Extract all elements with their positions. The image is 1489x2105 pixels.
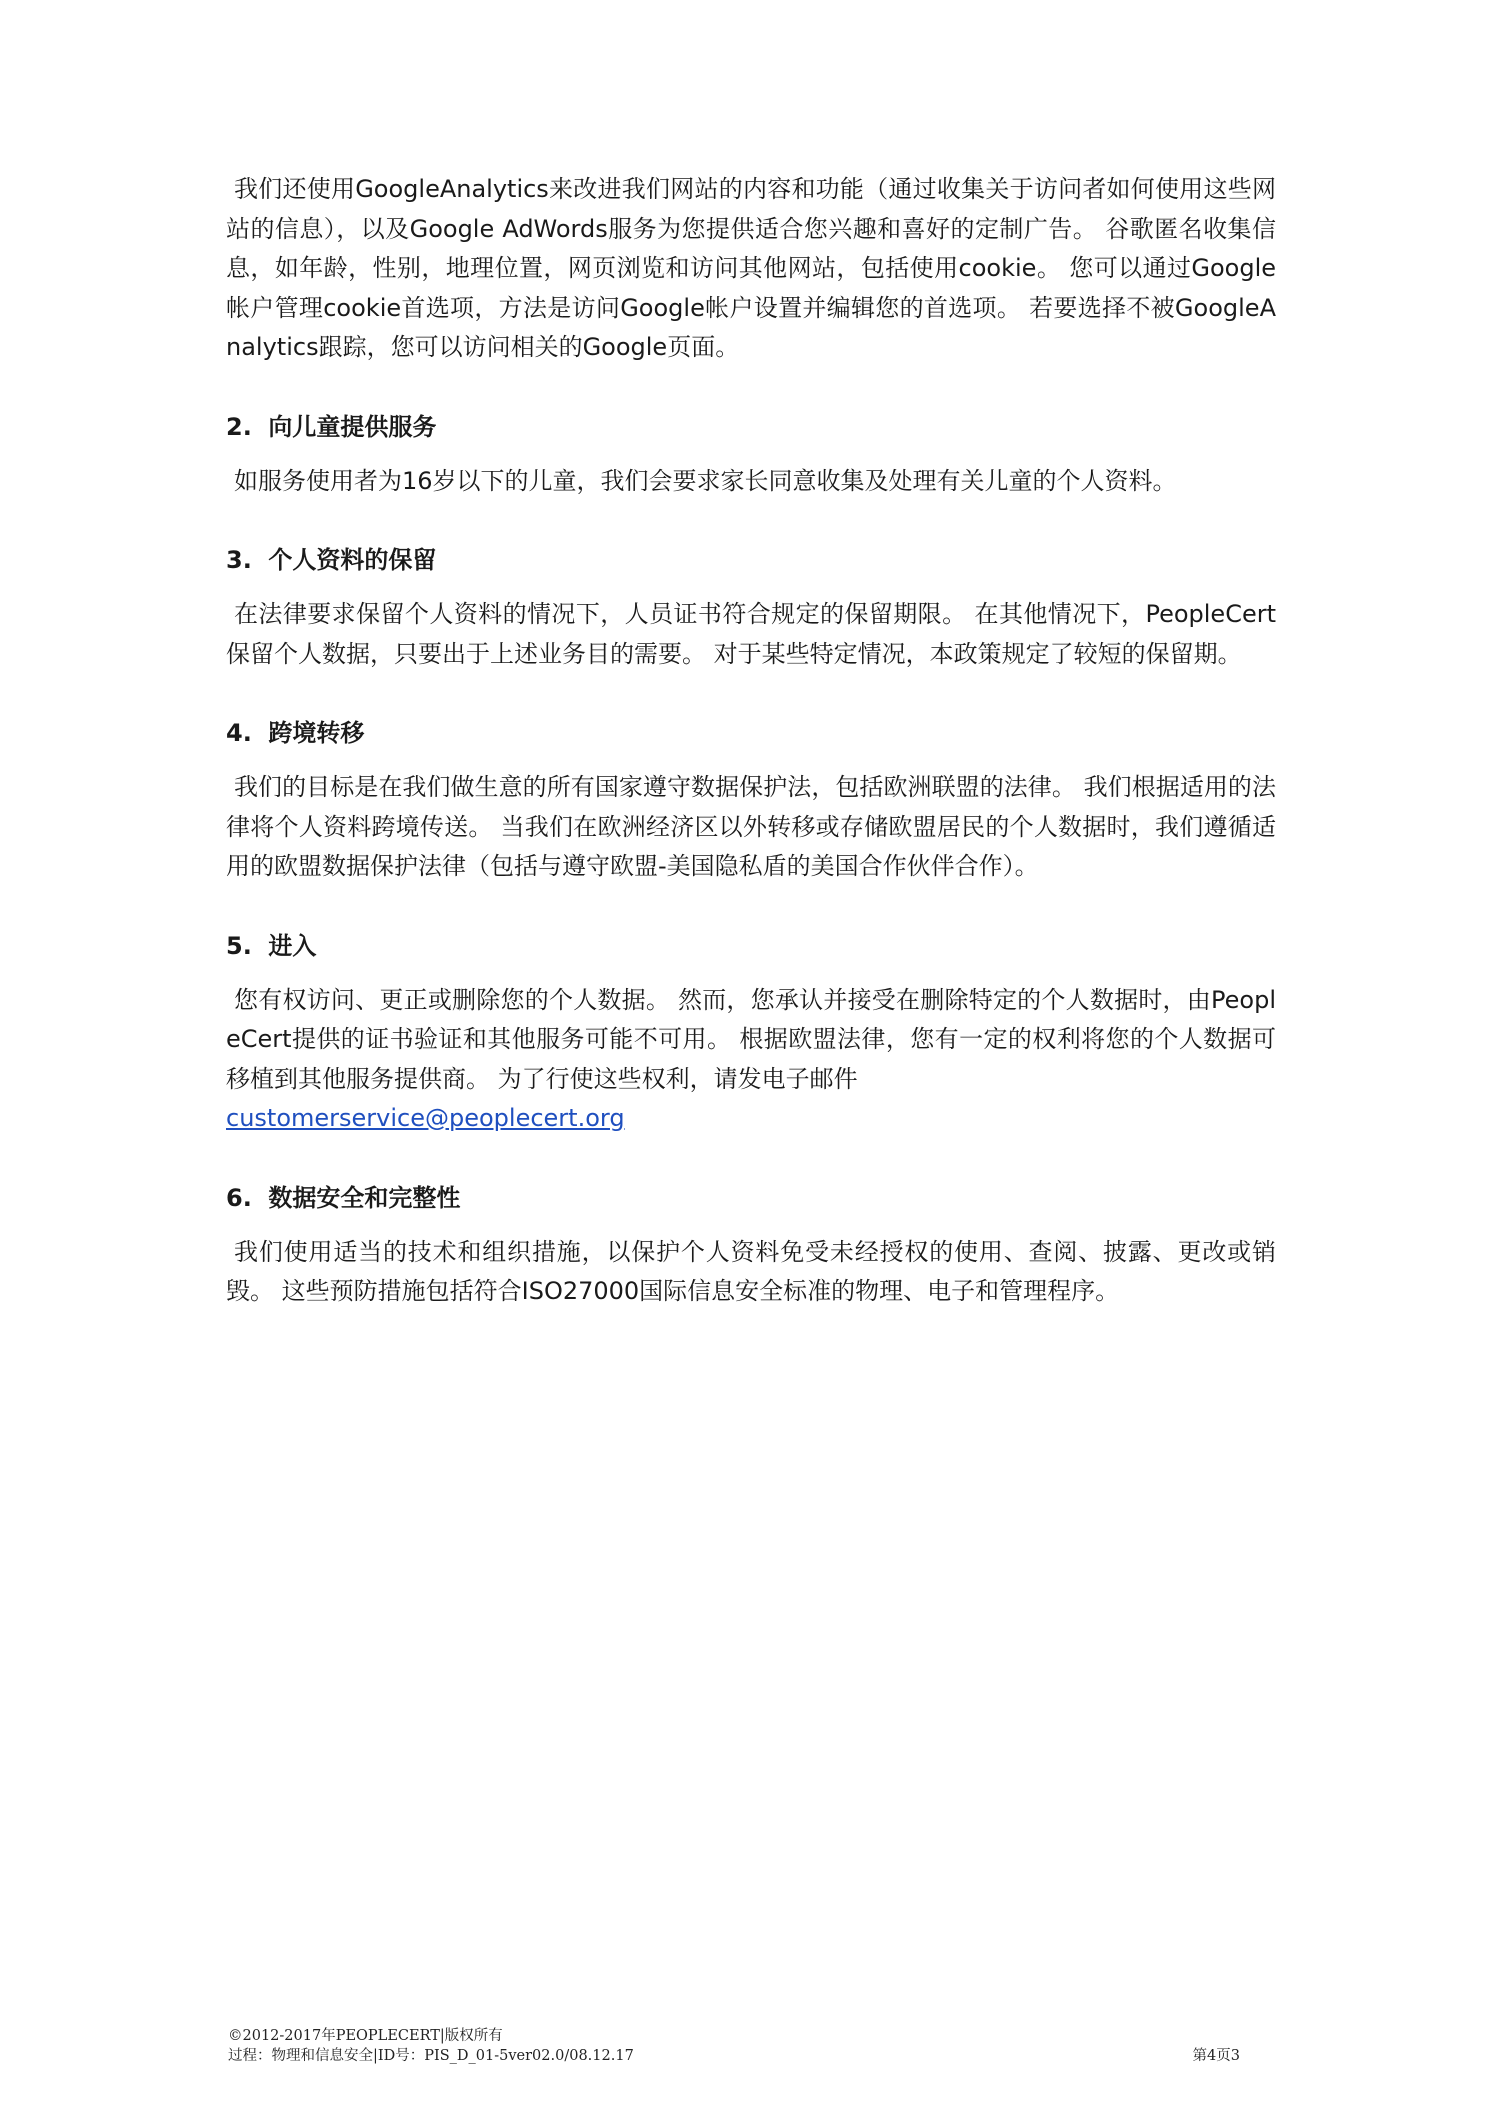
section-body xyxy=(226,981,1276,1139)
footer-process: 过程：物理和信息安全|ID号：PIS_D_01-5ver02.0/08.12.17 xyxy=(228,2048,634,2064)
section-body: 我们使用适当的技术和组织措施，以保护个人资料免受未经授权的使用、查阅、披露、更改或销毁。 这些预防措施包括符合ISO27000国际信息安全标准的物理、电子和管理程序。 xyxy=(226,1237,1276,1305)
customer-service-email-link[interactable]: customerservice@peoplecert.org xyxy=(226,1104,625,1132)
section-heading xyxy=(226,716,1276,750)
section-heading xyxy=(226,410,1276,444)
section-body: 如服务使用者为16岁以下的儿童，我们会要求家长同意收集及处理有关儿童的个人资料。 xyxy=(234,466,1177,495)
section-security xyxy=(226,1181,1276,1312)
section-title: 进入 xyxy=(268,931,317,960)
section-title: 个人资料的保留 xyxy=(268,546,437,574)
section-title: 跨境转移 xyxy=(268,719,365,747)
section-body-text: 您有权访问、更正或删除您的个人数据。 然而，您承认并接受在删除特定的个人数据时，由PeopleCert提供的证书验证和其他服务可能不可用。 根据欧盟法律，您有一定的权利将您的个人数据可移植到其他服务提供商。 为了行使这些权利，请发电子邮件 xyxy=(226,985,1276,1093)
section-heading xyxy=(226,543,1276,577)
section-children xyxy=(226,410,1276,502)
section-retention xyxy=(226,543,1276,674)
section-heading xyxy=(226,929,1276,963)
section-heading xyxy=(226,1181,1276,1215)
footer-page-number: 第4页3 xyxy=(1192,2048,1240,2064)
page-content xyxy=(226,170,1276,1312)
section-title: 向儿童提供服务 xyxy=(268,412,437,441)
intro-paragraph: 我们还使用GoogleAnalytics来改进我们网站的内容和功能（通过收集关于访问者如何使用这些网站的信息），以及Google AdWords服务为您提供适合您兴趣和喜好的定制广告。 谷歌匿名收集信息，如年龄，性别，地理位置，网页浏览和访问其他网站，包括使用cookie。 您可以通过Google帐户管理cookie首选项，方法是访问Google帐户设置并编辑您的首选项。 若要选择不被GoogleAnalytics跟踪，您可以访问相关的Google页面。 xyxy=(226,175,1276,361)
section-title: 数据安全和完整性 xyxy=(268,1183,461,1212)
section-number: 3. xyxy=(226,546,252,574)
section-access xyxy=(226,929,1276,1139)
footer-copyright: ©2012-2017年PEOPLECERT|版权所有 xyxy=(228,2028,503,2044)
section-number: 2. xyxy=(226,412,252,441)
section-cross-border xyxy=(226,716,1276,887)
section-number: 5. xyxy=(226,931,252,960)
section-number: 4. xyxy=(226,719,252,747)
section-body: 我们的目标是在我们做生意的所有国家遵守数据保护法，包括欧洲联盟的法律。 我们根据适用的法律将个人资料跨境传送。 当我们在欧洲经济区以外转移或存储欧盟居民的个人数据时，我们遵循适用的欧盟数据保护法律（包括与遵守欧盟-美国隐私盾的美国合作伙伴合作）。 xyxy=(226,773,1276,880)
footer-line xyxy=(228,2046,1240,2066)
section-number: 6. xyxy=(226,1183,252,1212)
page-footer xyxy=(228,2026,1240,2066)
section-body: 在法律要求保留个人资料的情况下，人员证书符合规定的保留期限。 在其他情况下，PeopleCert保留个人数据，只要出于上述业务目的需要。 对于某些特定情况，本政策规定了较短的保留期。 xyxy=(226,600,1276,668)
